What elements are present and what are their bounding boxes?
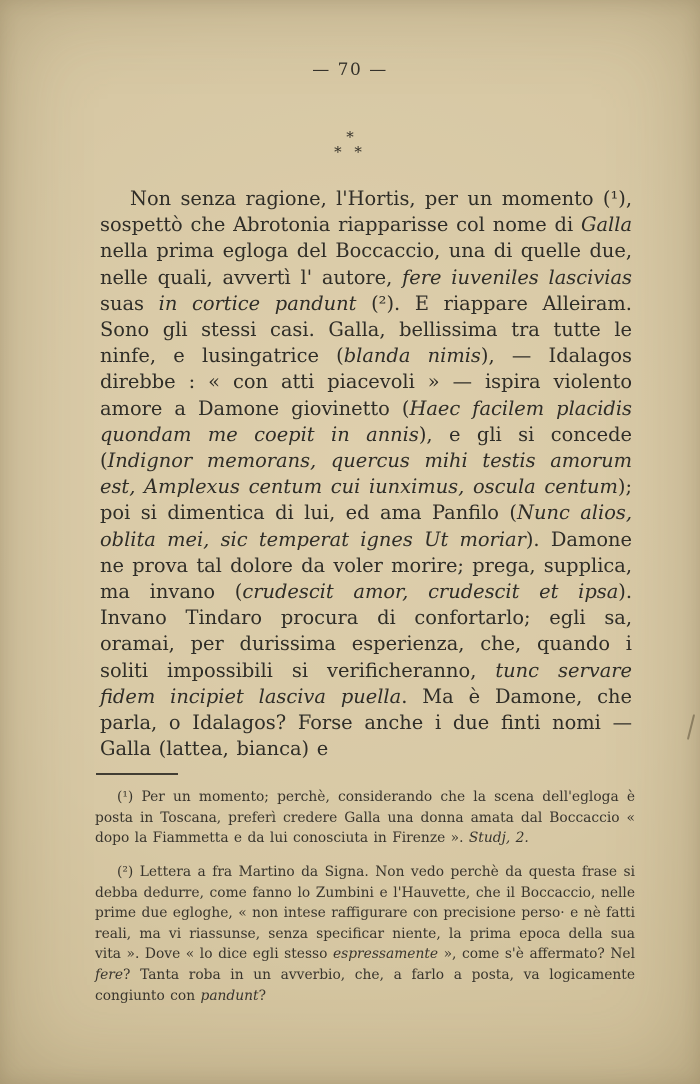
page-number: — 70 — — [312, 60, 388, 80]
asterism-separator — [0, 130, 700, 160]
footnote-2: (²) Lettera a fra Martino da Signa. Non vedo perchè da questa frase si debba dedurre, come fanno lo Zumbini e l'Hauvette, che il Boccaccio, nelle prime due egloghe, « non intese raffigurare con precisione perso· e nè fatti reali, ma vi riassunse, senza specificar niente, la prima epoca della sua vita ». Dove « lo dice egli stesso espressamente », come s'è affermato? Nel fere? Tanta roba in un avverbio, che, a farlo a posta, va logicamente congiunto con pandunt? — [95, 864, 635, 1004]
footnote-separator-rule — [96, 773, 178, 775]
footnote-1: (¹) Per un momento; perchè, considerando che la scena dell'egloga è posta in Toscana, preferì credere Galla una donna amata dal Boccaccio « dopo la Fiammetta e da lui conosciuta in Firenze ». Studj, 2. — [95, 789, 635, 847]
scan-artifact-mark — [687, 714, 695, 740]
asterism-top: * — [346, 128, 354, 146]
asterism-bottom: * * — [334, 143, 366, 161]
main-paragraph: Non senza ragione, l'Hortis, per un momento (¹), sospettò che Abrotonia riapparisse col nome di Galla nella prima egloga del Boccaccio, una di quelle due, nelle quali, avvertì l' autore, fere iuveniles lascivias suas in cortice pandunt (²). E riappare Alleiram. Sono gli stessi casi. Galla, bellissima tra tutte le ninfe, e lusingatrice (blanda nimis), — Idalagos direbbe : « con atti piacevoli » — ispira violento amore a Damone giovinetto (Haec facilem placidis quondam me coepit in annis), e gli si concede (Indignor memorans, quercus mihi testis amorum est, Amplexus centum cui iunximus, oscula centum); poi si dimentica di lui, ed ama Panfilo (Nunc alios, oblita mei, sic temperat ignes Ut moriar). Damone ne prova tal dolore da voler morire; prega, supplica, ma invano (crudescit amor, crudescit et ipsa). Invano Tindaro procura di confortarlo; egli sa, oramai, per durissima esperienza, che, quando i soliti impossibili si verificheranno, tunc servare fidem incipiet lasciva puella. Ma è Damone, che parla, o Idalagos? Forse anche i due finti nomi — Galla (lattea, bianca) e — [100, 187, 633, 761]
